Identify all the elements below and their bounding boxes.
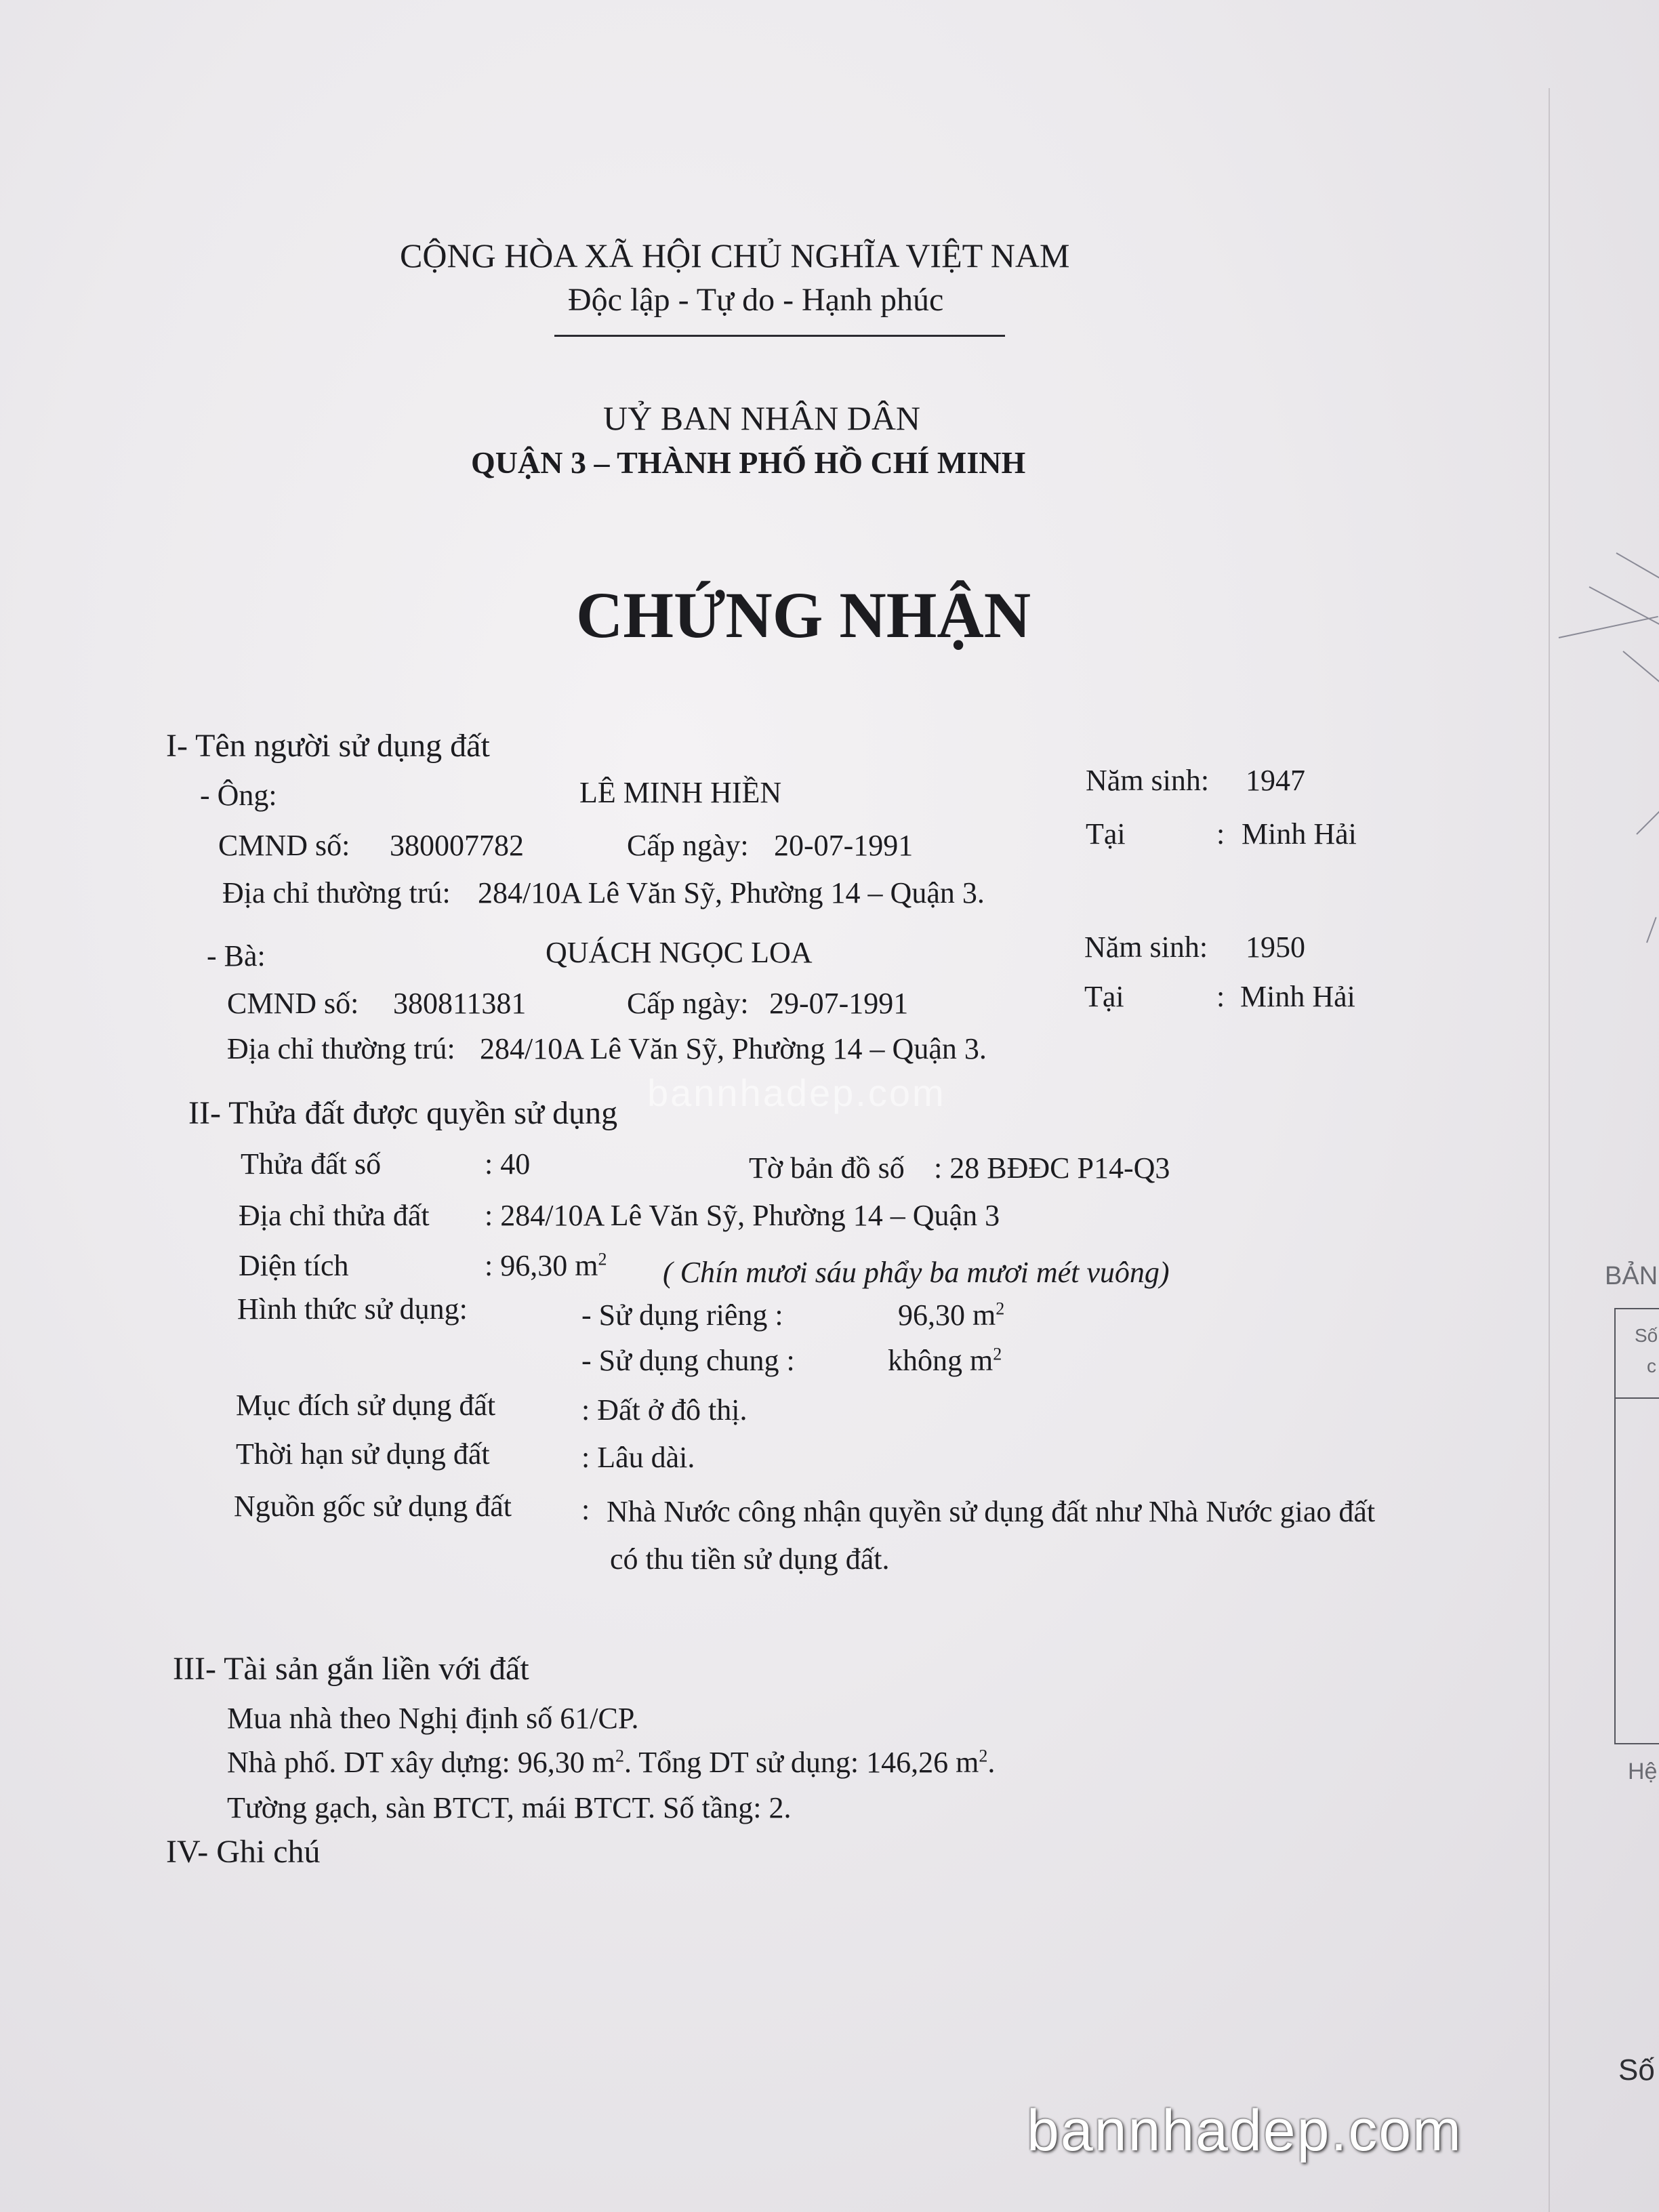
shared-use-label: - Sử dụng chung : — [581, 1344, 795, 1377]
owner2-birth-year: 1950 — [1246, 930, 1305, 964]
owner2-issue-date: 29-07-1991 — [769, 987, 909, 1020]
purpose-label: Mục đích sử dụng đất — [236, 1389, 496, 1422]
term-value: : Lâu dài. — [581, 1441, 695, 1474]
assets-line2 — [227, 1745, 995, 1780]
parcel-address-label: Địa chỉ thửa đất — [239, 1199, 430, 1232]
pen-stroke — [1589, 586, 1659, 626]
owner1-issue-label: Cấp ngày: — [627, 829, 749, 862]
map-value: : 28 BĐĐC P14-Q3 — [934, 1151, 1170, 1185]
private-unit-exponent: 2 — [996, 1298, 1005, 1319]
total-area-exponent: 2 — [979, 1746, 988, 1766]
owner1-place: Minh Hải — [1242, 817, 1357, 851]
owner2-place-colon: : — [1216, 980, 1225, 1013]
map-label: Tờ bản đồ số — [749, 1151, 905, 1185]
pen-stroke — [1622, 651, 1659, 687]
private-use-value: 96,30 m — [898, 1298, 996, 1332]
edge-fragment-so1: Số — [1635, 1325, 1658, 1346]
parcel-address-value: : 284/10A Lê Văn Sỹ, Phường 14 – Quận 3 — [485, 1199, 1000, 1232]
usage-form-label: Hình thức sử dụng: — [237, 1292, 468, 1326]
owner1-place-colon: : — [1216, 817, 1225, 851]
parcel-label: Thửa đất số — [241, 1147, 382, 1181]
assets-line1: Mua nhà theo Nghị định số 61/CP. — [227, 1702, 639, 1735]
pen-stroke — [1616, 552, 1659, 588]
country-name: CỘNG HÒA XÃ HỘI CHỦ NGHĨA VIỆT NAM — [400, 237, 1070, 274]
owner2-birth-label: Năm sinh: — [1084, 930, 1208, 964]
owner2-id-label: CMND số: — [227, 987, 359, 1020]
owner2-address: 284/10A Lê Văn Sỹ, Phường 14 – Quận 3. — [480, 1032, 987, 1065]
pen-stroke — [1646, 917, 1657, 943]
shared-use-value-group — [888, 1343, 1002, 1378]
pen-stroke — [1636, 805, 1659, 835]
assets-line3: Tường gạch, sàn BTCT, mái BTCT. Số tầng: 2. — [227, 1791, 792, 1824]
owner1-address-label: Địa chỉ thường trú: — [222, 876, 451, 909]
section1-heading: I- Tên người sử dụng đất — [166, 728, 490, 764]
owner2-name: QUÁCH NGỌC LOA — [546, 936, 813, 969]
owner1-place-label: Tại — [1086, 817, 1126, 851]
area-value-group — [485, 1248, 607, 1283]
owner2-place: Minh Hải — [1240, 980, 1355, 1013]
area-value: : 96,30 m — [485, 1249, 598, 1282]
owner2-id-number: 380811381 — [393, 987, 527, 1020]
edge-table-rule — [1614, 1397, 1659, 1399]
edge-fragment-ban: BẢN — [1605, 1262, 1658, 1290]
district-name: QUẬN 3 – THÀNH PHỐ HỒ CHÍ MINH — [471, 445, 1026, 480]
owner1-name: LÊ MINH HIỀN — [579, 776, 782, 809]
origin-line1: Nhà Nước công nhận quyền sử dụng đất như Nhà Nước giao đất — [607, 1495, 1376, 1528]
paper-fold — [1549, 88, 1550, 2212]
shared-unit-exponent: 2 — [993, 1344, 1002, 1364]
building-area-exponent: 2 — [615, 1746, 624, 1766]
assets-line2-end: . — [987, 1746, 996, 1779]
authority-name: UỶ BAN NHÂN DÂN — [603, 399, 921, 437]
owner1-issue-date: 20-07-1991 — [774, 829, 914, 862]
owner1-id-number: 380007782 — [390, 829, 524, 862]
origin-label: Nguồn gốc sử dụng đất — [234, 1490, 512, 1523]
shared-use-value: không m — [888, 1344, 994, 1377]
owner1-title: - Ông: — [200, 779, 277, 812]
term-label: Thời hạn sử dụng đất — [236, 1437, 490, 1471]
origin-colon: : — [581, 1493, 590, 1526]
pen-stroke — [1559, 616, 1658, 638]
owner2-place-label: Tại — [1084, 980, 1124, 1013]
private-use-value-group — [898, 1298, 1004, 1332]
edge-fragment-so2: Số — [1618, 2053, 1655, 2087]
section2-heading: II- Thửa đất được quyền sử dụng — [188, 1095, 618, 1131]
area-label: Diện tích — [239, 1249, 349, 1282]
parcel-value: : 40 — [485, 1147, 531, 1181]
motto-underline — [554, 335, 1005, 337]
section4-heading: IV- Ghi chú — [166, 1834, 321, 1870]
section3-heading: III- Tài sản gắn liền với đất — [173, 1651, 529, 1687]
owner1-address: 284/10A Lê Văn Sỹ, Phường 14 – Quận 3. — [478, 876, 985, 909]
owner2-issue-label: Cấp ngày: — [627, 987, 749, 1020]
private-use-label: - Sử dụng riêng : — [581, 1298, 783, 1332]
owner2-title: - Bà: — [207, 939, 266, 972]
owner1-birth-year: 1947 — [1246, 764, 1305, 797]
area-unit-exponent: 2 — [598, 1249, 607, 1269]
watermark-large: bannhadep.com — [1027, 2098, 1462, 2163]
owner2-address-label: Địa chỉ thường trú: — [227, 1032, 455, 1065]
building-area: Nhà phố. DT xây dựng: 96,30 m — [227, 1746, 615, 1779]
owner1-id-label: CMND số: — [218, 829, 350, 862]
origin-line2: có thu tiền sử dụng đất. — [610, 1542, 890, 1576]
edge-fragment-c: c — [1647, 1355, 1656, 1376]
watermark-small: bannhadep.com — [647, 1071, 946, 1114]
total-area: . Tổng DT sử dụng: 146,26 m — [624, 1746, 979, 1779]
purpose-value: : Đất ở đô thị. — [581, 1393, 747, 1427]
owner1-birth-label: Năm sinh: — [1086, 764, 1210, 797]
national-motto: Độc lập - Tự do - Hạnh phúc — [568, 282, 944, 318]
document-title: CHỨNG NHẬN — [576, 579, 1031, 651]
area-in-words: ( Chín mươi sáu phẩy ba mươi mét vuông) — [663, 1256, 1170, 1289]
edge-fragment-he: Hệ — [1628, 1759, 1658, 1784]
